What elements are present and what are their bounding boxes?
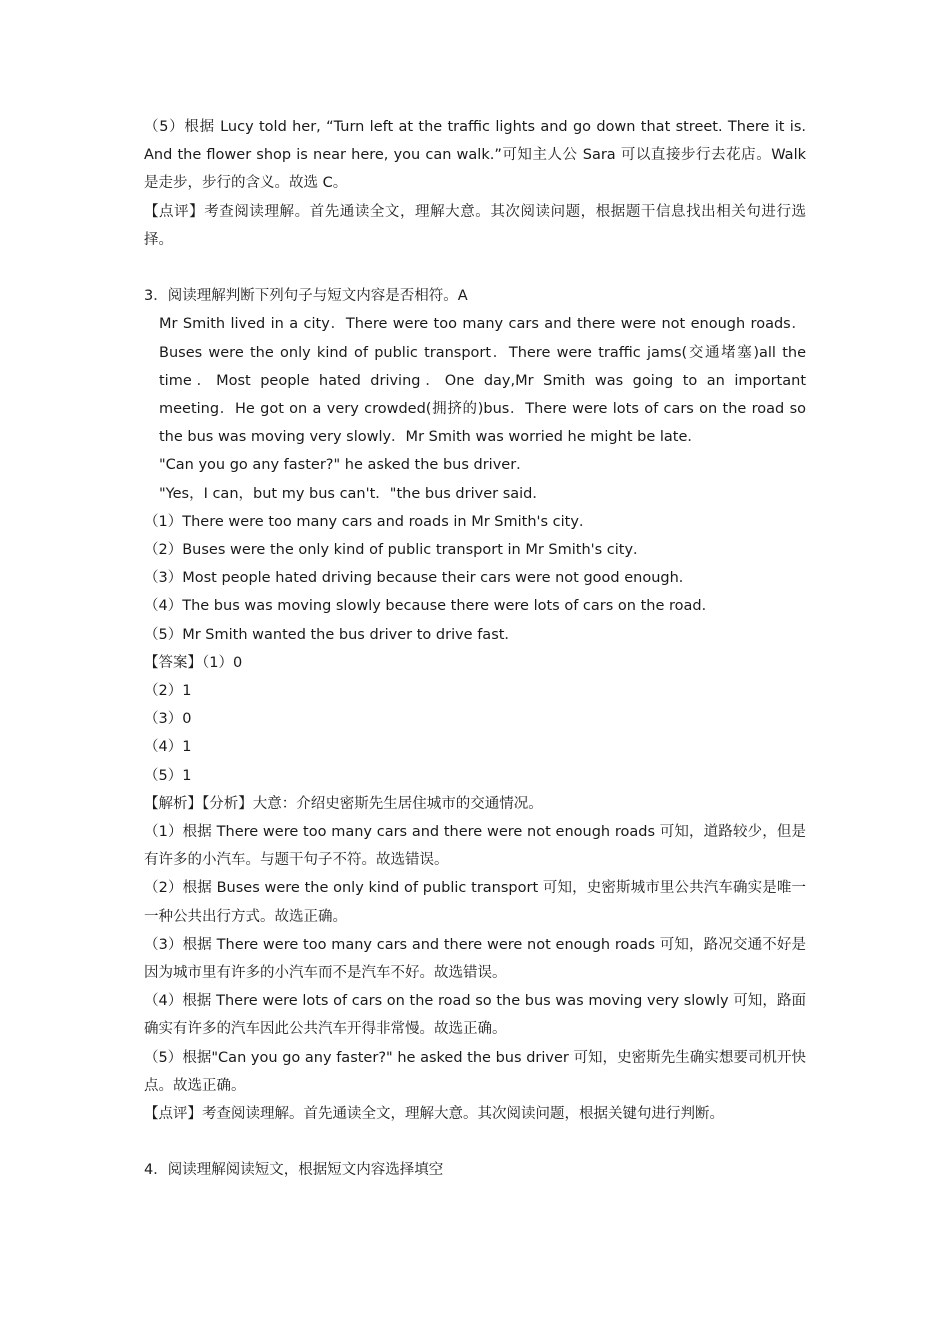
question-4-title: 4．阅读理解阅读短文，根据短文内容选择填空 [144, 1162, 444, 1179]
review-comment: 【点评】考查阅读理解。首先通读全文，理解大意。其次阅读问题，根据题干信息找出相关句进行选择。 [144, 203, 806, 248]
statement-2: （2）Buses were the only kind of public transport in Mr Smith's city． [144, 542, 648, 559]
statement-5: （5）Mr Smith wanted the bus driver to drive fast． [144, 626, 519, 643]
answer-5: （5）1 [144, 767, 192, 784]
statement-4: （4）The bus was moving slowly because there were lots of cars on the road． [144, 598, 717, 615]
review-comment: 【点评】考查阅读理解。首先通读全文，理解大意。其次阅读问题，根据关键句进行判断。 [144, 1106, 724, 1123]
spacer [144, 1128, 806, 1156]
statement-3: （3）Most people hated driving because their cars were not good enough． [144, 570, 694, 587]
answer-explanation-5: （5）根据 Lucy told her, “Turn left at the traffic lights and go down that street. There it is. And the flower shop is near here, you can walk.”可知主人公 Sara 可以直接步行去花店。Walk 是走步，步行的含义。故选 C。 [144, 119, 806, 192]
answer-3: （3）0 [144, 711, 192, 728]
passage-dialogue: "Yes，I can，but my bus can't．"the bus driver said． [159, 485, 547, 502]
analysis-4: （4）根据 There were lots of cars on the road so the bus was moving very slowly 可知，路面确实有许多的汽车因此公共汽车开得非常慢。故选正确。 [144, 993, 806, 1038]
analysis-5: （5）根据"Can you go any faster?" he asked the bus driver 可知，史密斯先生确实想要司机开快点。故选正确。 [144, 1049, 806, 1094]
analysis-3: （3）根据 There were too many cars and there were not enough roads 可知，路况交通不好是因为城市里有许多的小汽车而不是汽车不好。故选错误。 [144, 936, 806, 982]
analysis-1: （1）根据 There were too many cars and there were not enough roads 可知，道路较少，但是有许多的小汽车。与题干句子不符。故选错误。 [144, 824, 806, 869]
answer-2: （2）1 [144, 683, 192, 700]
answer-4: （4）1 [144, 739, 192, 756]
statement-1: （1）There were too many cars and roads in Mr Smith's city． [144, 513, 594, 530]
passage-paragraph: Mr Smith lived in a city．There were too many cars and there were not enough roads．Buses were the only kind of public transport．There were traffic jams(交通堵塞)all the time．Most people hated driving．One day,Mr Smith was going to an important meeting．He got on a very crowded(拥挤的)bus．There were lots of cars on the road so the bus was moving very slowly．Mr Smith was worried he might be late． [159, 316, 806, 446]
question-3-title: 3．阅读理解判断下列句子与短文内容是否相符。A [144, 288, 468, 305]
answer-1: 【答案】（1）0 [144, 654, 243, 671]
analysis-summary: 【解析】【分析】大意：介绍史密斯先生居住城市的交通情况。 [144, 795, 543, 812]
spacer [144, 254, 806, 282]
document-content [144, 113, 806, 1185]
passage-dialogue: "Can you go any faster?" he asked the bus driver． [159, 457, 531, 474]
analysis-2: （2）根据 Buses were the only kind of public transport 可知，史密斯城市里公共汽车确实是唯一一种公共出行方式。故选正确。 [144, 880, 806, 925]
